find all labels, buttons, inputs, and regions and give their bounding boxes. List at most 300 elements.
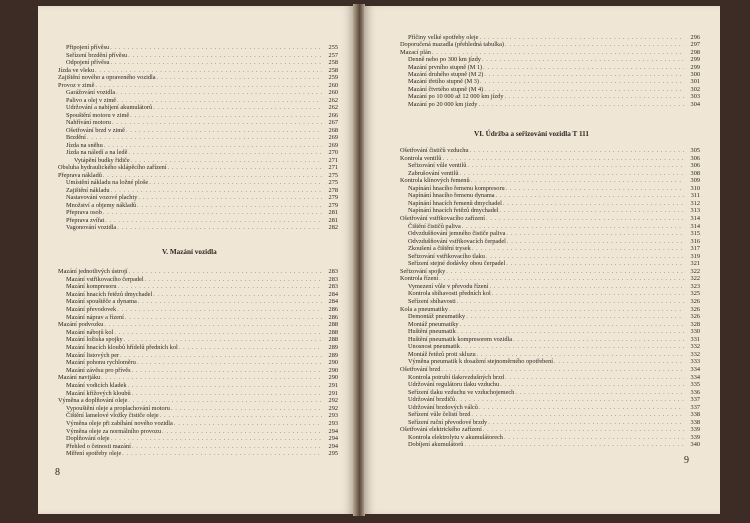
toc-leader-dots <box>504 93 684 100</box>
toc-leader-dots <box>162 428 322 435</box>
toc-entry <box>66 209 338 216</box>
toc-entry <box>66 52 338 59</box>
toc-leader-dots <box>500 381 684 388</box>
toc-leader-dots <box>442 155 684 162</box>
toc-leader-dots <box>132 390 322 397</box>
toc-entry-title: Kontrola klínových řemenů <box>400 177 470 185</box>
toc-entry <box>66 224 338 231</box>
toc-leader-dots <box>432 49 684 56</box>
toc-entry-title: Mazání vstřikovacího čerpadel <box>66 275 144 283</box>
toc-entry-page: 340 <box>690 441 700 449</box>
toc-entry-page: 332 <box>690 350 700 358</box>
toc-leader-dots <box>116 89 322 96</box>
toc-entry <box>408 434 700 441</box>
toc-leader-dots <box>460 170 684 177</box>
toc-entry <box>66 344 338 351</box>
toc-entry-title: Výměna oleje při zabíhání nového vozidla <box>66 420 173 427</box>
toc-entry <box>66 127 338 134</box>
toc-entry <box>408 419 700 426</box>
toc-entry-title: Mazání navijáku <box>58 374 101 382</box>
right-page-number: 9 <box>684 455 689 466</box>
toc-entry-title: Mazací plán <box>400 48 431 56</box>
toc-entry-page: 306 <box>690 162 700 170</box>
toc-leader-dots <box>103 209 322 216</box>
toc-entry-page: 268 <box>328 126 338 134</box>
toc-leader-dots <box>488 419 684 426</box>
toc-entry-page: 267 <box>328 119 338 126</box>
toc-leader-dots <box>95 82 322 89</box>
toc-entry <box>408 207 700 214</box>
toc-entry-page: 266 <box>328 111 338 119</box>
toc-entry-page: 299 <box>690 63 700 71</box>
toc-entry-page: 293 <box>328 420 338 427</box>
toc-entry-page: 279 <box>328 201 338 209</box>
toc-entry-title: Dobíjení akumulátorů <box>408 441 464 449</box>
toc-entry-title: Kontrola řízení <box>400 275 439 283</box>
toc-entry <box>408 328 700 335</box>
toc-leader-dots <box>460 321 684 328</box>
toc-leader-dots <box>111 187 322 194</box>
toc-entry-title: Nastavování vozové plachty <box>66 194 138 201</box>
toc-leader-dots <box>503 200 684 207</box>
toc-entry-page: 286 <box>328 306 338 313</box>
toc-entry-title: Mazání druhého stupně (M 2) <box>408 71 484 78</box>
toc-leader-dots <box>171 405 322 412</box>
toc-entry-title: Kontrola ventilů <box>400 154 442 162</box>
toc-leader-dots <box>124 336 322 343</box>
toc-entry-page: 284 <box>328 298 338 306</box>
toc-entry <box>408 290 700 297</box>
toc-entry-page: 316 <box>690 237 700 245</box>
toc-entry-page: 269 <box>328 141 338 149</box>
toc-leader-dots <box>449 306 684 313</box>
toc-entry-title: Mazání náprav a řízení <box>66 313 124 321</box>
toc-entry <box>66 306 338 313</box>
toc-leader-dots <box>128 397 322 404</box>
toc-entry-page: 313 <box>690 207 700 215</box>
toc-entry <box>408 283 700 290</box>
toc-entry-page: 283 <box>328 275 338 283</box>
toc-entry-page: 321 <box>690 260 700 268</box>
toc-entry-title: Mazání po 20 000 km jízdy <box>408 100 478 108</box>
toc-entry-title: Kontrola potrubí tlakovzdušných brzd <box>408 373 505 381</box>
toc-entry-title: Napínání hnacího řemenu kompresoru <box>408 184 505 192</box>
toc-entry <box>408 253 700 260</box>
toc-entry-page: 275 <box>328 171 338 179</box>
toc-entry <box>408 381 700 388</box>
toc-entry-title: Seřízení sbíhavosti <box>408 298 456 305</box>
toc-entry-title: Výměna oleje za normálního provozu <box>66 427 162 435</box>
toc-entry <box>58 67 338 74</box>
toc-entry-page: 325 <box>690 290 700 298</box>
toc-entry <box>408 64 700 71</box>
toc-entry-title: Provoz v zimě <box>58 81 95 89</box>
toc-entry-page: 290 <box>328 374 338 382</box>
toc-entry-page: 289 <box>328 344 338 351</box>
toc-leader-dots <box>554 358 684 365</box>
toc-entry <box>408 336 700 343</box>
toc-entry-page: 338 <box>690 418 700 426</box>
toc-leader-dots <box>117 97 322 104</box>
toc-entry <box>408 170 700 177</box>
toc-entry-title: Čištění lamelové vložky čističe oleje <box>66 412 159 420</box>
toc-leader-dots <box>456 396 684 403</box>
toc-entry <box>66 59 338 66</box>
toc-leader-dots <box>132 367 322 374</box>
toc-entry-title: Mazání po 10 000 až 12 000 km jízdy <box>408 93 504 101</box>
toc-entry <box>408 396 700 403</box>
toc-leader-dots <box>128 149 322 156</box>
toc-entry <box>400 366 700 373</box>
toc-leader-dots <box>128 382 323 389</box>
toc-leader-dots <box>472 245 684 252</box>
toc-entry-title: Seřízení brzdění přívěsu <box>66 51 128 59</box>
toc-leader-dots <box>117 306 322 313</box>
toc-entry <box>408 56 700 63</box>
toc-entry-title: Mazání hnacích řetězů dmychadel <box>66 290 153 298</box>
toc-leader-dots <box>513 336 684 343</box>
toc-entry-title: Jízda na náledí a na ledě <box>66 149 128 156</box>
toc-entry-page: 281 <box>328 209 338 216</box>
toc-entry-page: 339 <box>690 433 700 441</box>
toc-leader-dots <box>137 359 322 366</box>
toc-entry-page: 260 <box>328 81 338 89</box>
toc-entry-title: Odvzdušňování vstřikovacích čerpadel <box>408 237 506 245</box>
toc-entry-page: 292 <box>328 397 338 405</box>
toc-entry-title: Denně nebo po 300 km jízdy <box>408 56 481 64</box>
toc-leader-dots <box>457 328 684 335</box>
left-section-heading: V. Mazání vozidla <box>162 248 217 256</box>
toc-entry-title: Mazání kompresoru <box>66 283 117 291</box>
toc-entry-page: 288 <box>328 328 338 336</box>
toc-entry <box>408 185 700 192</box>
toc-entry <box>66 187 338 194</box>
toc-entry <box>408 245 700 252</box>
toc-entry-title: Mazání vodicích kladek <box>66 382 127 389</box>
toc-leader-dots <box>470 147 684 154</box>
toc-entry-title: Příčiny velké spotřeby oleje <box>408 34 479 41</box>
toc-entry-page: 271 <box>328 156 338 164</box>
toc-entry-title: Mazání závěsu pro přívěs <box>66 366 131 374</box>
toc-leader-dots <box>479 404 684 411</box>
toc-entry-title: Připojení přívěsu <box>66 44 110 51</box>
toc-entry-title: Mazání převodovek <box>66 306 117 313</box>
toc-entry-title: Mazání nábojů kol <box>66 328 114 336</box>
toc-entry-page: 258 <box>328 66 338 74</box>
toc-entry-title: Odvzdušňování jemného čističe paliva <box>408 230 506 238</box>
toc-entry <box>66 428 338 435</box>
toc-leader-dots <box>111 435 322 442</box>
toc-leader-dots <box>505 41 684 48</box>
toc-leader-dots <box>112 119 322 126</box>
toc-entry-page: 335 <box>690 381 700 389</box>
toc-leader-dots <box>467 162 684 169</box>
toc-leader-dots <box>462 223 684 230</box>
toc-leader-dots <box>104 142 322 149</box>
toc-leader-dots <box>160 412 322 419</box>
toc-entry <box>408 313 700 320</box>
toc-entry-page: 310 <box>690 184 700 192</box>
toc-entry-page: 288 <box>328 321 338 329</box>
toc-entry <box>400 215 700 222</box>
toc-entry <box>408 260 700 267</box>
toc-entry-page: 323 <box>690 282 700 290</box>
toc-entry-title: Udržování a nabíjení akumulátorů <box>66 104 153 111</box>
toc-entry-page: 332 <box>690 343 700 351</box>
toc-entry-page: 262 <box>328 104 338 111</box>
toc-leader-dots <box>446 268 684 275</box>
toc-entry <box>66 336 338 343</box>
toc-leader-dots <box>128 52 322 59</box>
toc-entry-page: 283 <box>328 268 338 275</box>
toc-entry-title: Zkoušení a čištění trysek <box>408 245 471 253</box>
toc-leader-dots <box>441 366 684 373</box>
toc-entry-page: 326 <box>690 305 700 313</box>
toc-entry-page: 328 <box>690 320 700 328</box>
toc-entry-page: 290 <box>328 359 338 367</box>
toc-leader-dots <box>457 298 684 305</box>
right-section-heading: VI. Údržba a seřizování vozidla T 111 <box>474 130 589 138</box>
toc-entry-title: Mazání jednotlivých ústrojí <box>58 268 128 275</box>
toc-leader-dots <box>153 104 322 111</box>
toc-entry-title: Kola a pneumatiky <box>400 305 448 313</box>
toc-leader-dots <box>111 59 322 66</box>
toc-leader-dots <box>110 44 322 51</box>
toc-entry-page: 257 <box>328 51 338 59</box>
toc-leader-dots <box>157 74 322 81</box>
toc-entry-page: 334 <box>690 373 700 381</box>
toc-entry-page: 315 <box>690 230 700 238</box>
toc-leader-dots <box>179 344 322 351</box>
toc-leader-dots <box>506 260 684 267</box>
toc-entry-page: 282 <box>328 224 338 231</box>
toc-entry <box>66 142 338 149</box>
toc-entry-page: 302 <box>690 85 700 93</box>
toc-entry <box>66 194 338 201</box>
toc-entry <box>400 268 700 275</box>
toc-entry <box>408 358 700 365</box>
toc-leader-dots <box>486 253 684 260</box>
toc-leader-dots <box>125 314 322 321</box>
toc-leader-dots <box>118 283 322 290</box>
toc-entry-page: 317 <box>690 245 700 253</box>
toc-entry <box>400 426 700 433</box>
toc-leader-dots <box>466 313 684 320</box>
toc-leader-dots <box>484 86 684 93</box>
toc-entry <box>66 134 338 141</box>
toc-entry-title: Huštění pneumatik <box>408 328 456 336</box>
toc-entry-title: Mazání ložiska spojky <box>66 336 123 344</box>
toc-entry-page: 322 <box>690 275 700 283</box>
toc-entry-page: 260 <box>328 89 338 96</box>
toc-entry <box>66 382 338 389</box>
toc-entry-title: Nahřívání motoru <box>66 119 111 126</box>
toc-entry-title: Zajištění nového a opraveného vozidla <box>58 74 156 81</box>
toc-entry <box>408 343 700 350</box>
toc-entry-page: 333 <box>690 358 700 366</box>
toc-entry-page: 288 <box>328 336 338 344</box>
toc-entry-title: Přeprava nákladů <box>58 171 102 179</box>
toc-entry <box>66 149 338 156</box>
toc-entry-title: Seřízení tlaku vzduchu ve vzduchojemech <box>408 388 515 396</box>
toc-entry-title: Množství a objemy nákladů <box>66 201 137 209</box>
toc-leader-dots <box>130 112 322 119</box>
toc-entry-page: 296 <box>690 34 700 41</box>
toc-entry-title: Mazání listových per <box>66 351 120 359</box>
toc-entry-title: Výměna pneumatik k dosažení stejnoměrného opotřebení <box>408 358 553 366</box>
toc-entry-page: 262 <box>328 96 338 104</box>
toc-entry-title: Jízda ve vleku <box>58 66 95 74</box>
toc-entry-page: 295 <box>328 450 338 458</box>
toc-entry <box>408 34 700 41</box>
toc-leader-dots <box>505 374 684 381</box>
toc-entry-title: Seřízení stejné dodávky obou čerpadel <box>408 260 506 268</box>
toc-entry-title: Seřizování spojky <box>400 267 446 275</box>
toc-entry-page: 326 <box>690 313 700 321</box>
toc-leader-dots <box>120 352 322 359</box>
toc-entry <box>408 374 700 381</box>
toc-entry-page: 283 <box>328 283 338 291</box>
toc-leader-dots <box>480 78 684 85</box>
toc-entry-title: Přeprava osob <box>66 209 102 216</box>
toc-leader-dots <box>168 164 322 171</box>
toc-entry <box>66 390 338 397</box>
toc-leader-dots <box>504 434 684 441</box>
toc-leader-dots <box>117 224 322 231</box>
toc-entry-page: 306 <box>690 154 700 162</box>
toc-entry-page: 278 <box>328 186 338 194</box>
toc-leader-dots <box>496 192 684 199</box>
toc-entry-title: Seřizování vůle ventilů <box>408 162 467 170</box>
toc-leader-dots <box>132 443 322 450</box>
toc-leader-dots <box>174 420 322 427</box>
toc-entry-page: 294 <box>328 442 338 450</box>
toc-entry <box>66 179 338 186</box>
toc-entry <box>408 441 700 448</box>
left-page <box>38 6 354 514</box>
toc-entry-title: Mazání křížových kloubů <box>66 389 131 397</box>
toc-entry-page: 319 <box>690 252 700 260</box>
toc-leader-dots <box>131 157 322 164</box>
toc-entry-page: 271 <box>328 164 338 171</box>
toc-entry-page: 294 <box>328 435 338 443</box>
toc-entry-title: Jízda na sněhu <box>66 141 103 149</box>
toc-entry <box>408 86 700 93</box>
toc-leader-dots <box>101 374 322 381</box>
toc-entry <box>58 397 338 404</box>
toc-entry-title: Palivo a olej v zimě <box>66 96 117 104</box>
toc-entry-title: Spouštění motoru v zimě <box>66 111 130 119</box>
toc-entry-page: 259 <box>328 74 338 81</box>
toc-leader-dots <box>477 351 684 358</box>
toc-entry-title: Seřízení vůle čelistí brzd <box>408 411 471 419</box>
toc-entry-title: Umístění nákladu na ložné ploše <box>66 179 149 186</box>
toc-entry-title: Udržování regulátoru tlaku vzduchu <box>408 381 500 389</box>
toc-leader-dots <box>483 426 684 433</box>
toc-entry-title: Zabrušování ventilů <box>408 169 459 177</box>
toc-entry-page: 281 <box>328 216 338 224</box>
toc-entry <box>66 405 338 412</box>
toc-leader-dots <box>153 291 322 298</box>
toc-entry-title: Čištění čističů paliva <box>408 222 461 230</box>
toc-leader-dots <box>507 238 684 245</box>
toc-entry-page: 275 <box>328 179 338 186</box>
toc-leader-dots <box>486 215 684 222</box>
toc-entry-page: 289 <box>328 351 338 359</box>
toc-entry-title: Mazání třetího stupně (M 3) <box>408 78 479 86</box>
toc-entry-page: 309 <box>690 177 700 185</box>
toc-entry-title: Napínání hnacího řemenu dynama <box>408 192 495 200</box>
toc-leader-dots <box>483 64 684 71</box>
toc-leader-dots <box>114 329 322 336</box>
toc-entry <box>58 172 338 179</box>
toc-entry-page: 326 <box>690 298 700 305</box>
toc-entry-title: Ošetřování čističů vzduchu <box>400 147 469 154</box>
toc-entry <box>66 435 338 442</box>
toc-entry-page: 330 <box>690 328 700 336</box>
toc-entry-page: 337 <box>690 403 700 411</box>
toc-entry <box>400 177 700 184</box>
toc-entry-title: Zajištění nákladu <box>66 186 110 194</box>
toc-entry <box>408 223 700 230</box>
toc-entry <box>66 420 338 427</box>
toc-entry <box>58 74 338 81</box>
toc-entry-title: Seřizování vstřikovacího tlaku <box>408 252 485 260</box>
toc-entry <box>66 291 338 298</box>
toc-entry <box>408 101 700 108</box>
toc-entry <box>408 162 700 169</box>
toc-entry <box>400 155 700 162</box>
toc-leader-dots <box>461 343 684 350</box>
toc-entry <box>400 49 700 56</box>
toc-entry <box>66 202 338 209</box>
toc-leader-dots <box>464 441 684 448</box>
toc-entry <box>58 268 338 275</box>
toc-entry-page: 322 <box>690 267 700 275</box>
toc-entry-title: Výměna a doplňování oleje <box>58 397 128 405</box>
toc-entry-title: Ošetřování vstřikovacího zařízení <box>400 214 485 222</box>
toc-entry-title: Vypouštění oleje a proplachování motoru <box>66 404 170 412</box>
toc-entry-page: 258 <box>328 59 338 66</box>
toc-leader-dots <box>137 202 322 209</box>
toc-entry <box>66 298 338 305</box>
toc-entry <box>58 82 338 89</box>
toc-entry-title: Seřízení ruční převodové brzdy <box>408 418 488 426</box>
toc-entry-page: 312 <box>690 199 700 207</box>
toc-entry <box>408 78 700 85</box>
toc-entry-title: Přeprava zvířat <box>66 216 105 224</box>
toc-entry <box>408 298 700 305</box>
toc-entry-page: 308 <box>690 169 700 177</box>
toc-entry-title: Demontáž pneumatiky <box>408 313 466 321</box>
toc-entry <box>408 71 700 78</box>
toc-entry <box>66 283 338 290</box>
toc-entry-page: 279 <box>328 194 338 201</box>
toc-entry-page: 314 <box>690 222 700 230</box>
toc-entry <box>58 374 338 381</box>
toc-entry <box>66 217 338 224</box>
toc-leader-dots <box>499 207 684 214</box>
toc-leader-dots <box>87 134 322 141</box>
toc-leader-dots <box>138 194 322 201</box>
toc-entry-page: 336 <box>690 388 700 396</box>
toc-leader-dots <box>122 450 322 457</box>
toc-entry <box>408 404 700 411</box>
toc-leader-dots <box>95 67 322 74</box>
toc-entry-page: 297 <box>690 41 700 49</box>
toc-entry-title: Mazání čtvrtého stupně (M 4) <box>408 85 484 93</box>
toc-entry <box>66 352 338 359</box>
